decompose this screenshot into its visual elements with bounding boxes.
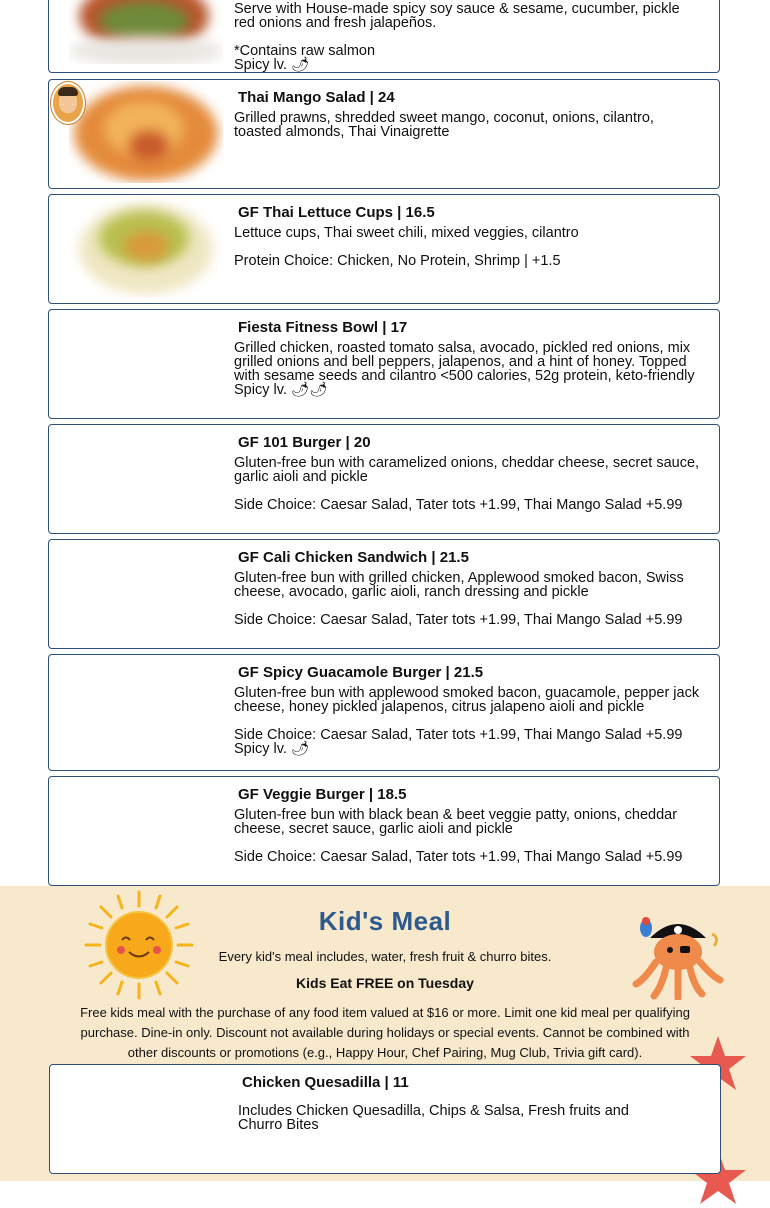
item-option: Side Choice: Caesar Salad, Tater tots +1.99, Thai Mango Salad +5.99: [234, 849, 683, 865]
item-title: GF 101 Burger | 20: [238, 434, 371, 451]
item-description: Gluten-free bun with grilled chicken, Applewood smoked bacon, Swiss cheese, avocado, garlic aioli, ranch dressing and pickle: [234, 570, 684, 600]
item-description: Gluten-free bun with caramelized onions, cheddar cheese, secret sauce, garlic aioli and pickle: [234, 455, 700, 485]
item-title: GF Thai Lettuce Cups | 16.5: [238, 204, 435, 221]
kids-eat-free-promo: Kids Eat FREE on Tuesday: [296, 975, 474, 991]
item-title: Thai Mango Salad | 24: [238, 89, 395, 106]
food-photo: [69, 196, 223, 298]
menu-item-card[interactable]: [48, 0, 720, 73]
item-description: Lettuce cups, Thai sweet chili, mixed veggies, cilantro: [234, 225, 579, 241]
food-photo: [69, 81, 223, 183]
chef-avatar-icon: [51, 82, 85, 124]
kids-meal-section: [0, 886, 770, 1181]
item-description: Grilled prawns, shredded sweet mango, coconut, onions, cilantro, toasted almonds, Thai Vinaigrette: [234, 110, 654, 140]
menu-item-card[interactable]: [48, 654, 720, 771]
item-option: Protein Choice: Chicken, No Protein, Shrimp | +1.5: [234, 253, 561, 269]
item-note: *Contains raw salmon: [234, 43, 376, 59]
item-description: Serve with House-made spicy soy sauce & sesame, cucumber, pickle red onions and fresh jalapeños.: [234, 1, 680, 31]
kids-meal-title: Kid's Meal: [318, 906, 452, 936]
menu-item-card[interactable]: [48, 79, 720, 189]
menu-item-card[interactable]: [48, 194, 720, 304]
item-description: Gluten-free bun with applewood smoked bacon, guacamole, pepper jack cheese, honey pickled jalapenos, citrus jalapeno aioli and pickle: [234, 685, 700, 715]
item-title: GF Spicy Guacamole Burger | 21.5: [238, 664, 484, 681]
item-title: GF Veggie Burger | 18.5: [238, 786, 407, 803]
item-spicy-level: Spicy lv. 🌶: [234, 57, 310, 73]
kids-meal-terms: Free kids meal with the purchase of any food item valued at $16 or more. Limit one kid meal per qualifying purchase. Dine-in only. Discount not available during holidays or special events. Cannot be combined with other discounts or promotions (e.g., Happy Hour, Chef Pairing, Mug Club, Trivia gift card).: [80, 1005, 690, 1060]
item-option: Side Choice: Caesar Salad, Tater tots +1.99, Thai Mango Salad +5.99: [234, 727, 683, 743]
item-title: GF Cali Chicken Sandwich | 21.5: [238, 549, 469, 566]
item-option: Side Choice: Caesar Salad, Tater tots +1.99, Thai Mango Salad +5.99: [234, 497, 683, 513]
menu-item-card[interactable]: [48, 539, 720, 649]
item-description: Gluten-free bun with black bean & beet veggie patty, onions, cheddar cheese, secret sauce, garlic aioli and pickle: [234, 807, 678, 837]
menu-item-card[interactable]: [48, 309, 720, 419]
item-description: Includes Chicken Quesadilla, Chips & Salsa, Fresh fruits and Churro Bites: [238, 1103, 629, 1133]
kids-meal-subtitle: Every kid's meal includes, water, fresh fruit & churro bites.: [218, 949, 552, 964]
item-option: Side Choice: Caesar Salad, Tater tots +1.99, Thai Mango Salad +5.99: [234, 612, 683, 628]
item-spicy-level: Spicy lv. 🌶🌶: [234, 382, 328, 398]
item-spicy-level: Spicy lv. 🌶: [234, 741, 310, 757]
food-photo: [69, 0, 223, 64]
kids-menu-item-card[interactable]: [49, 1064, 721, 1174]
item-title: Chicken Quesadilla | 11: [242, 1074, 409, 1091]
menu-item-card[interactable]: [48, 776, 720, 886]
item-description: Grilled chicken, roasted tomato salsa, avocado, pickled red onions, mix grilled onions and bell peppers, jalapenos, and a hint of honey. Topped with sesame seeds and cilantro <500 calories, 52g protein, keto-friendly: [234, 340, 695, 384]
item-title: Fiesta Fitness Bowl | 17: [238, 319, 408, 336]
menu-item-card[interactable]: [48, 424, 720, 534]
